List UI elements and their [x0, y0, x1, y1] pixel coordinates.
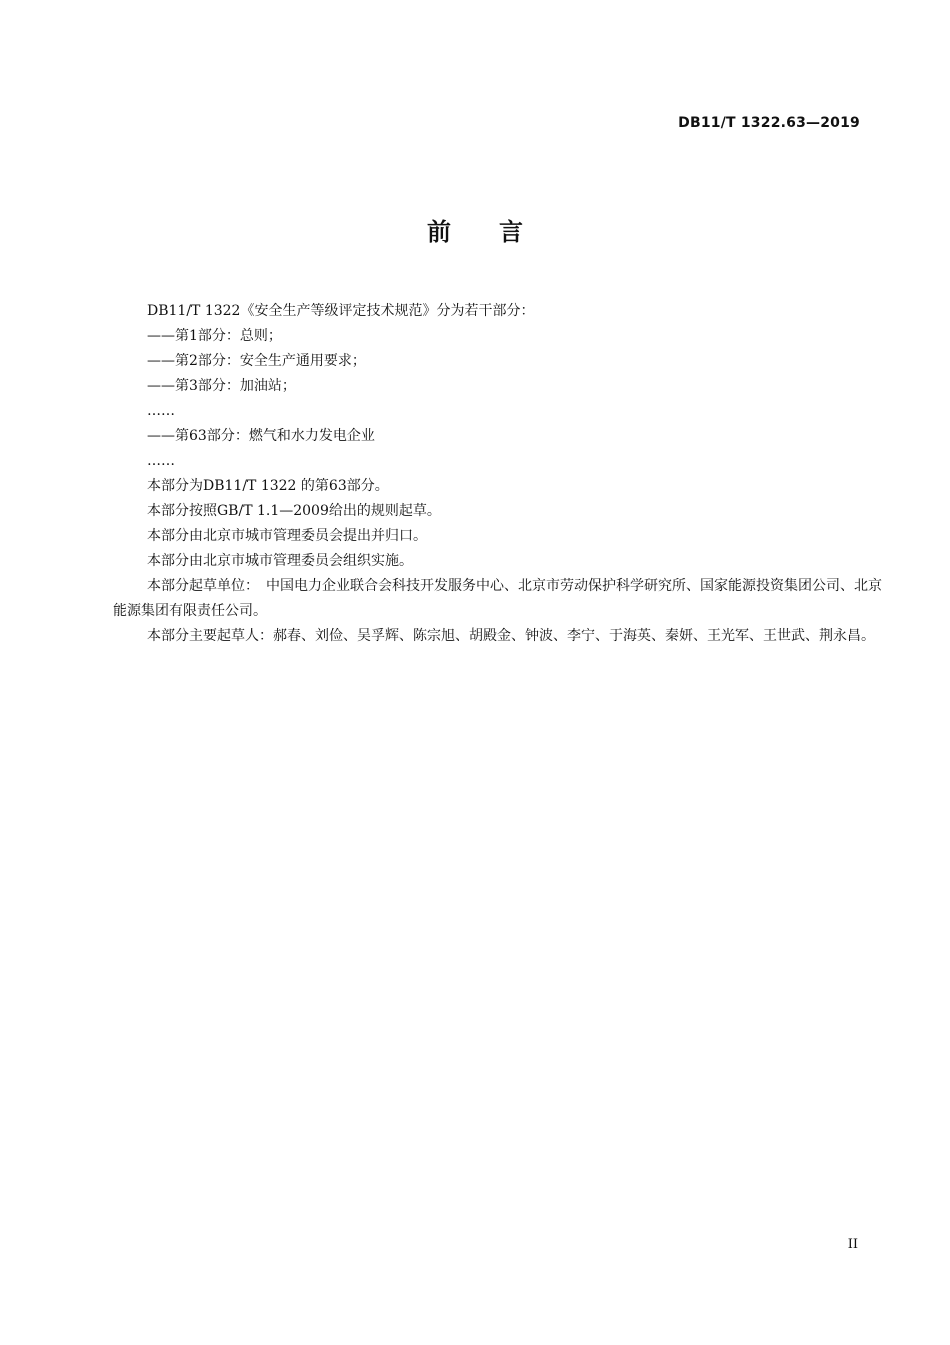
statement-implementer: 本部分由北京市城市管理委员会组织实施。	[147, 553, 413, 569]
page-number: II	[847, 1237, 858, 1252]
part-item-63: ——第63部分：燃气和水力发电企业	[147, 428, 375, 444]
statement-drafting-rules: 本部分按照GB/T 1.1—2009给出的规则起草。	[147, 503, 441, 519]
drafters-paragraph: 本部分主要起草人：郝春、刘俭、吴孚辉、陈宗旭、胡殿金、钟波、李宁、于海英、秦妍、王光军、王世武、荆永昌。	[147, 628, 875, 644]
part-ellipsis-1: ……	[147, 403, 175, 419]
foreword-body	[113, 299, 888, 649]
document-code: DB11/T 1322.63—2019	[678, 115, 860, 131]
intro-line: DB11/T 1322《安全生产等级评定技术规范》分为若干部分：	[147, 303, 535, 319]
part-item-2: ——第2部分：安全生产通用要求；	[147, 353, 366, 369]
statement-proposer: 本部分由北京市城市管理委员会提出并归口。	[147, 528, 427, 544]
part-item-3: ——第3部分：加油站；	[147, 378, 296, 394]
page-title: 前言	[427, 218, 571, 246]
drafting-units-paragraph: 本部分起草单位： 中国电力企业联合会科技开发服务中心、北京市劳动保护科学研究所、国家能源投资集团公司、北京能源集团有限责任公司。	[113, 578, 882, 619]
part-item-1: ——第1部分：总则；	[147, 328, 282, 344]
part-ellipsis-2: ……	[147, 453, 175, 469]
statement-part-number: 本部分为DB11/T 1322 的第63部分。	[147, 478, 389, 494]
